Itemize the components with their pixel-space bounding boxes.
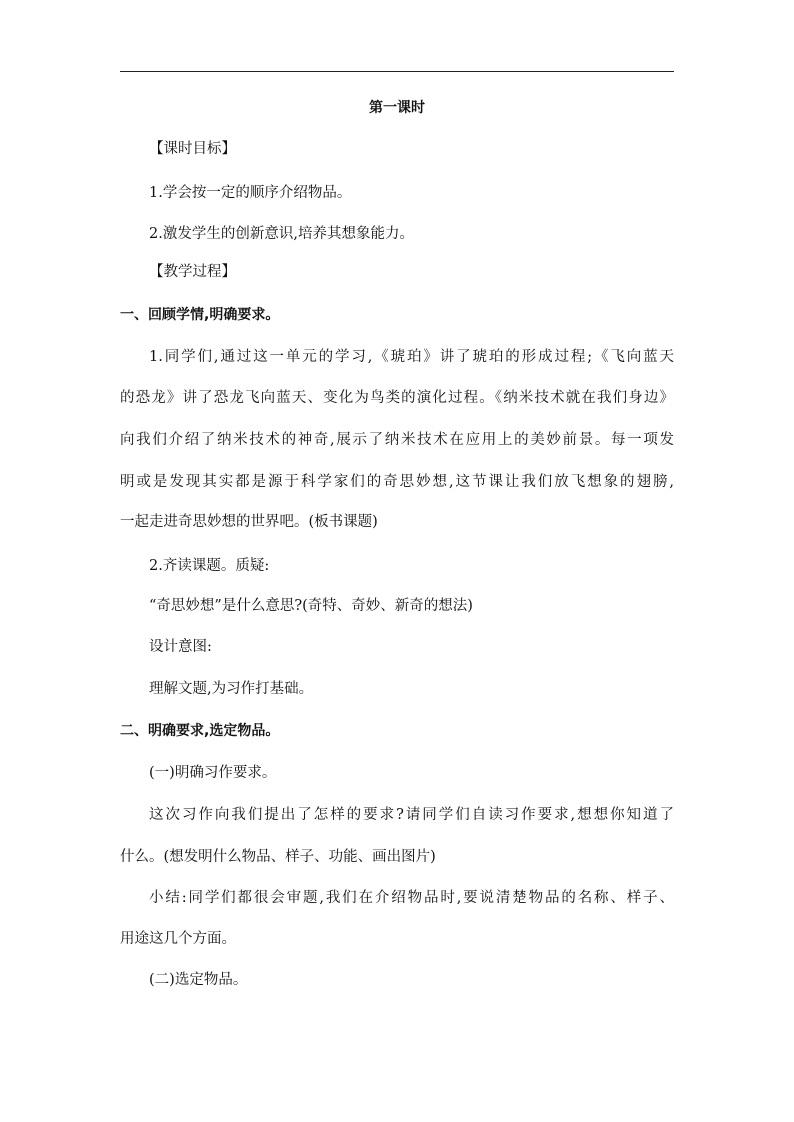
paragraph-line: 什么。(想发明什么物品、样子、功能、画出图片) (120, 849, 436, 865)
paragraph-line: 1.同学们,通过这一单元的学习,《琥珀》讲了琥珀的形成过程;《飞向蓝天 (149, 349, 674, 365)
process-section-label: 【教学过程】 (149, 264, 236, 280)
goal-section-label: 【课时目标】 (149, 141, 236, 157)
summary-line: 用途这几个方面。 (120, 931, 236, 947)
question-line: “奇思妙想”是什么意思?(奇特、奇妙、新奇的想法) (149, 598, 473, 614)
goal-item-1: 1.学会按一定的顺序介绍物品。 (149, 185, 352, 201)
summary-line: 小结:同学们都很会审题,我们在介绍物品时,要说清楚物品的名称、样子、 (149, 890, 674, 906)
design-intent-label: 设计意图: (149, 639, 212, 655)
goal-item-2: 2.激发学生的创新意识,培养其想象能力。 (149, 226, 414, 242)
paragraph-2: 2.齐读课题。质疑: (149, 558, 270, 574)
subsection-2: (二)选定物品。 (149, 972, 248, 988)
paragraph-line: 明或是发现其实都是源于科学家们的奇思妙想,这节课让我们放飞想象的翅膀, (120, 474, 674, 490)
paragraph-line: 的恐龙》讲了恐龙飞向蓝天、变化为鸟类的演化过程。《纳米技术就在我们身边》 (120, 390, 674, 406)
paragraph-line: 向我们介绍了纳米技术的神奇,展示了纳米技术在应用上的美妙前景。每一项发 (120, 432, 674, 448)
subsection-1: (一)明确习作要求。 (149, 765, 277, 781)
header-rule (120, 71, 674, 72)
design-intent-text: 理解文题,为习作打基础。 (149, 681, 314, 697)
section-heading-2: 二、明确要求,选定物品。 (120, 723, 280, 739)
paragraph-line: 这次习作向我们提出了怎样的要求?请同学们自读习作要求,想想你知道了 (149, 807, 674, 823)
paragraph-line: 一起走进奇思妙想的世界吧。(板书课题) (120, 514, 378, 530)
lesson-title: 第一课时 (369, 100, 425, 116)
section-heading-1: 一、回顾学情,明确要求。 (120, 307, 280, 323)
